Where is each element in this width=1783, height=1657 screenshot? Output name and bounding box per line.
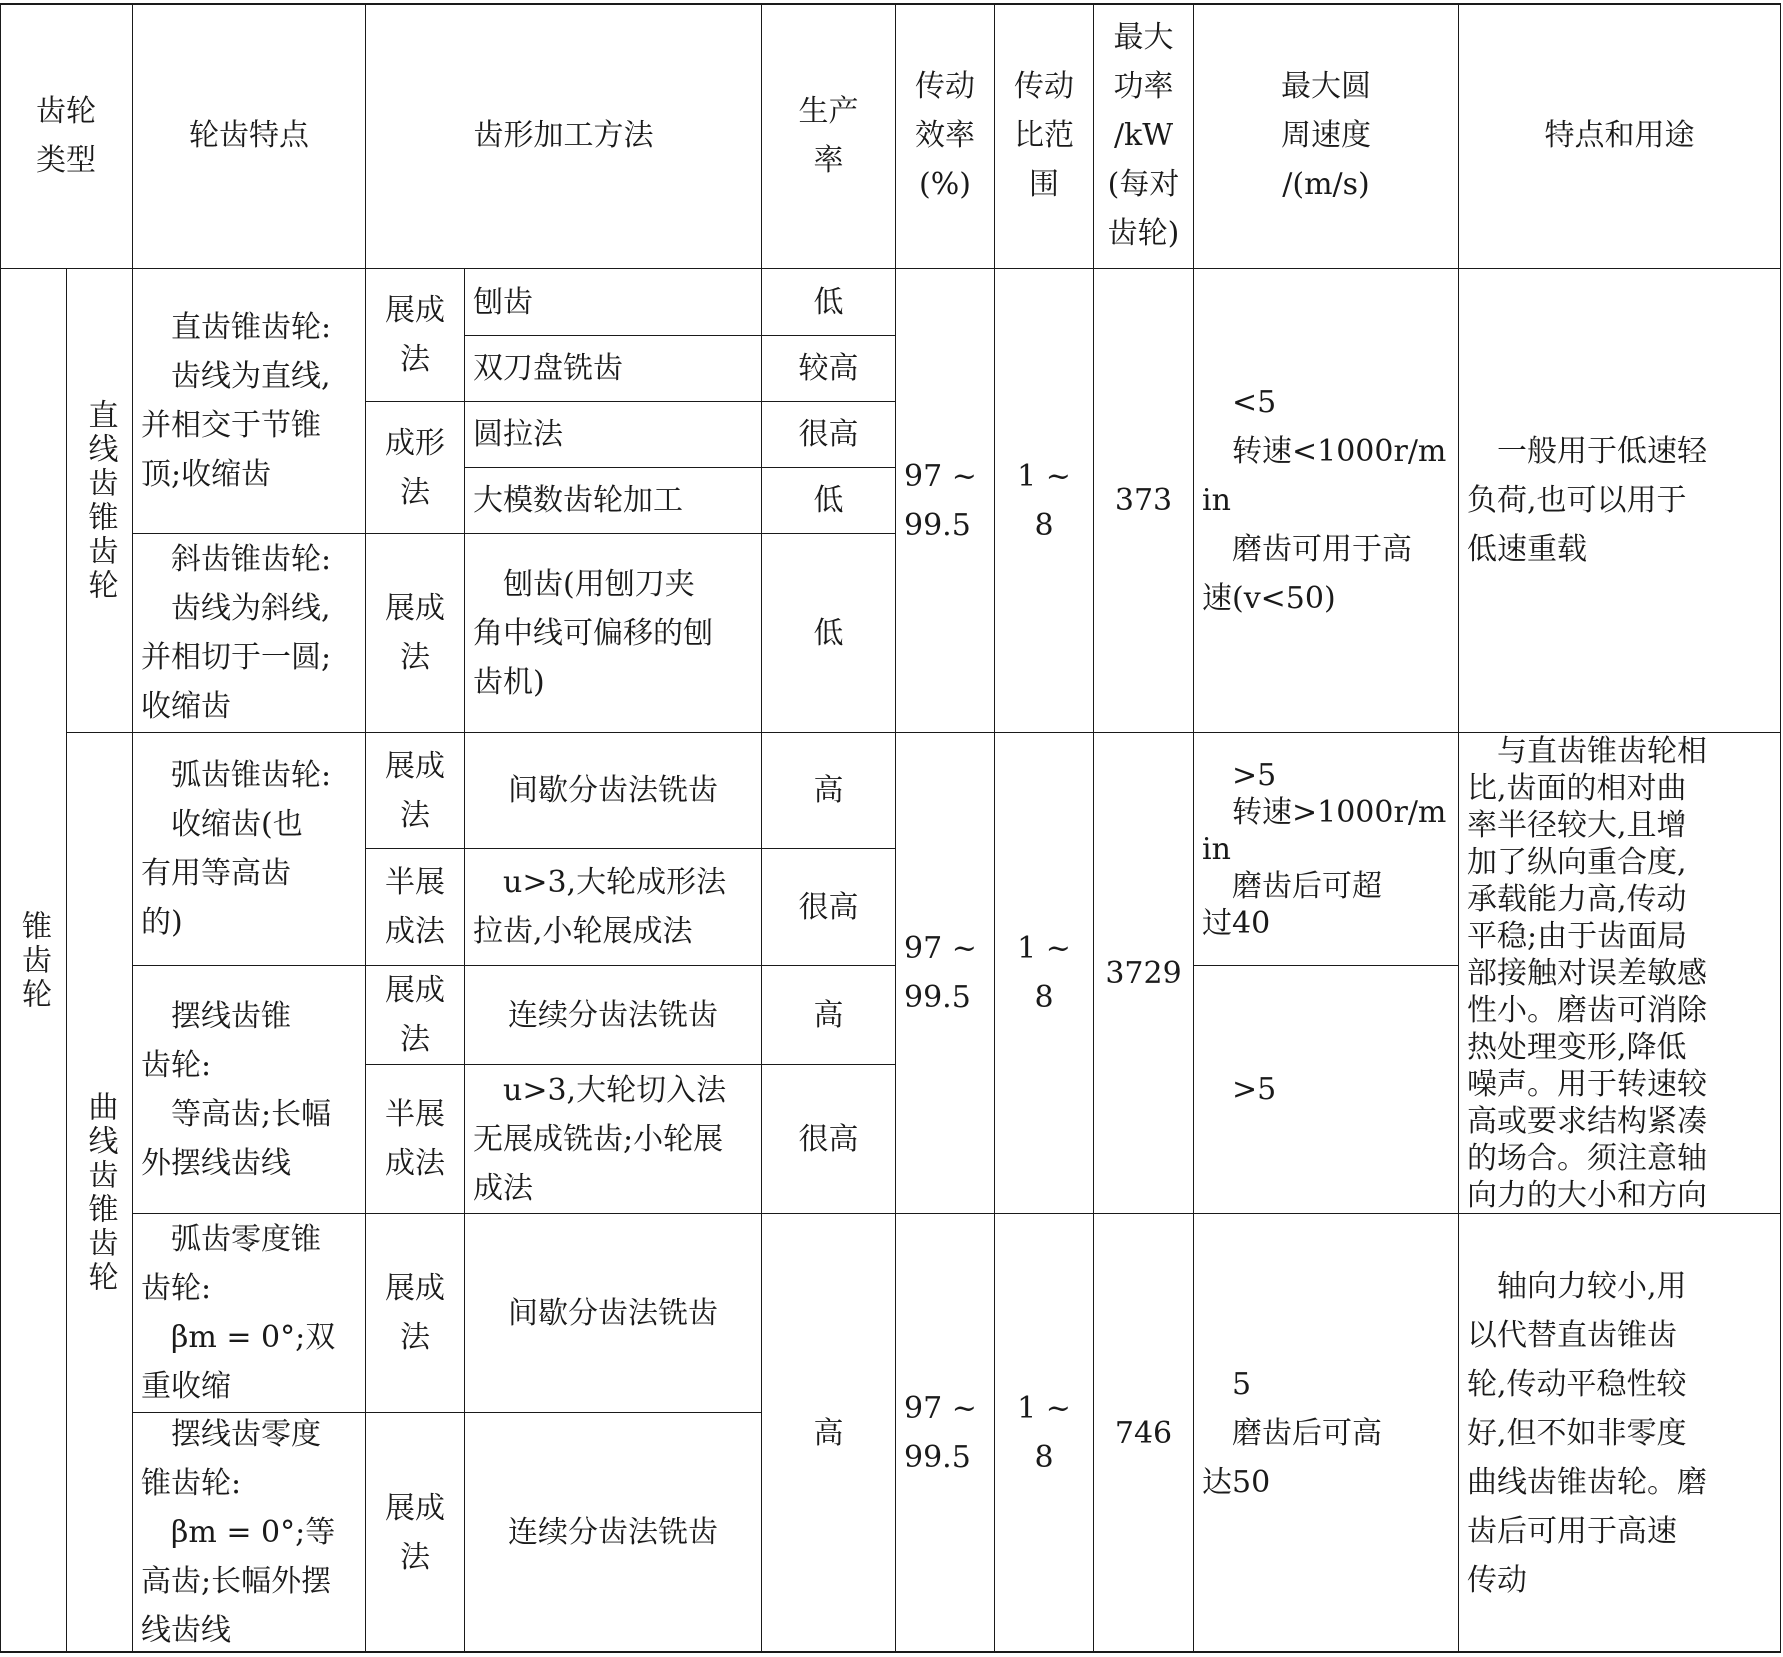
zerol-cycloid-process: 连续分齿法铣齿 <box>465 1413 762 1653</box>
header-max-power: 最大 功率 /kW (每对 齿轮) <box>1094 3 1194 269</box>
subtype-straight: 直线齿锥齿轮 <box>67 269 133 733</box>
header-gear-type: 齿轮 类型 <box>0 3 133 269</box>
header-features-use: 特点和用途 <box>1459 3 1781 269</box>
curved-use: 与直齿锥齿轮相 比,齿面的相对曲 率半径较大,且增 加了纵向重合度, 承载能力高,传动 平稳;由于齿面局 部接触对误差敏感 性小。磨齿可消除 热处理变形,降低 噪声。用于转速较 高或要求结构紧凑 的场合。须注意轴 向力的大小和方向 <box>1459 733 1781 1214</box>
process-cell: 圆拉法 <box>465 402 762 468</box>
zerol-power: 746 <box>1094 1214 1194 1653</box>
productivity-cell: 低 <box>762 269 896 336</box>
straight-use: 一般用于低速轻 负荷,也可以用于 低速重载 <box>1459 269 1781 733</box>
process-cell: u>3,大轮切入法 无展成铣齿;小轮展 成法 <box>465 1065 762 1214</box>
productivity-cell: 高 <box>762 733 896 849</box>
curved-power: 3729 <box>1094 733 1194 1214</box>
helical-process: 刨齿(用刨刀夹 角中线可偏移的刨 齿机) <box>465 534 762 733</box>
table-bottom-rule <box>0 1651 1781 1653</box>
method-cell: 半展 成法 <box>366 849 465 966</box>
zerol-productivity: 高 <box>762 1214 896 1653</box>
zerol-arc-process: 间歇分齿法铣齿 <box>465 1214 762 1413</box>
zerol-cycloid-method: 展成 法 <box>366 1413 465 1653</box>
zerol-cycloid-feature: 摆线齿零度 锥齿轮: βm = 0°;等 高齿;长幅外摆 线齿线 <box>133 1413 366 1653</box>
zerol-arc-feature: 弧齿零度锥 齿轮: βm = 0°;双 重收缩 <box>133 1214 366 1413</box>
curved-efficiency: 97 ~ 99.5 <box>896 733 995 1214</box>
productivity-cell: 很高 <box>762 402 896 468</box>
productivity-cell: 低 <box>762 468 896 534</box>
productivity-cell: 较高 <box>762 336 896 402</box>
zerol-arc-method: 展成 法 <box>366 1214 465 1413</box>
straight-efficiency: 97 ~ 99.5 <box>896 269 995 733</box>
curved-ratio: 1 ~ 8 <box>995 733 1094 1214</box>
productivity-cell: 很高 <box>762 849 896 966</box>
straight-ratio: 1 ~ 8 <box>995 269 1094 733</box>
process-cell: 双刀盘铣齿 <box>465 336 762 402</box>
zerol-use: 轴向力较小,用 以代替直齿锥齿 轮,传动平稳性较 好,但不如非零度 曲线齿锥齿轮。磨 齿后可用于高速 传动 <box>1459 1214 1781 1653</box>
category-bevel-gear: 锥齿轮 <box>0 269 67 1653</box>
header-efficiency: 传动 效率 (%) <box>896 3 995 269</box>
header-productivity: 生产 率 <box>762 3 896 269</box>
helical-productivity: 低 <box>762 534 896 733</box>
header-machining-method: 齿形加工方法 <box>366 3 762 269</box>
spur-feature: 直齿锥齿轮: 齿线为直线, 并相交于节锥 顶;收缩齿 <box>133 269 366 534</box>
header-tooth-feature: 轮齿特点 <box>133 3 366 269</box>
table-top-rule <box>0 3 1781 5</box>
spur-method-generating: 展成 法 <box>366 269 465 402</box>
header-ratio-range: 传动 比范 围 <box>995 3 1094 269</box>
gear-comparison-table <box>0 3 1781 1653</box>
method-cell: 展成 法 <box>366 966 465 1065</box>
zerol-ratio: 1 ~ 8 <box>995 1214 1094 1653</box>
cycloid-speed: >5 <box>1194 966 1459 1214</box>
subtype-curved: 曲线齿锥齿轮 <box>67 733 133 1653</box>
straight-power: 373 <box>1094 269 1194 733</box>
arc-feature: 弧齿锥齿轮: 收缩齿(也 有用等高齿 的) <box>133 733 366 966</box>
process-cell: 连续分齿法铣齿 <box>465 966 762 1065</box>
process-cell: 间歇分齿法铣齿 <box>465 733 762 849</box>
productivity-cell: 高 <box>762 966 896 1065</box>
cycloid-feature: 摆线齿锥 齿轮: 等高齿;长幅 外摆线齿线 <box>133 966 366 1214</box>
method-cell: 半展 成法 <box>366 1065 465 1214</box>
process-cell: 大模数齿轮加工 <box>465 468 762 534</box>
straight-speed: <5 转速<1000r/min 磨齿可用于高 速(v<50) <box>1194 269 1459 733</box>
process-cell: u>3,大轮成形法 拉齿,小轮展成法 <box>465 849 762 966</box>
spur-method-forming: 成形 法 <box>366 402 465 534</box>
process-cell: 刨齿 <box>465 269 762 336</box>
helical-method: 展成 法 <box>366 534 465 733</box>
productivity-cell: 很高 <box>762 1065 896 1214</box>
helical-feature: 斜齿锥齿轮: 齿线为斜线, 并相切于一圆; 收缩齿 <box>133 534 366 733</box>
table-left-rule <box>0 3 1 1653</box>
arc-speed: >5 转速>1000r/min 磨齿后可超 过40 <box>1194 733 1459 966</box>
zerol-speed: 5 磨齿后可高 达50 <box>1194 1214 1459 1653</box>
zerol-efficiency: 97 ~ 99.5 <box>896 1214 995 1653</box>
header-max-speed: 最大圆 周速度 /(m/s) <box>1194 3 1459 269</box>
method-cell: 展成 法 <box>366 733 465 849</box>
